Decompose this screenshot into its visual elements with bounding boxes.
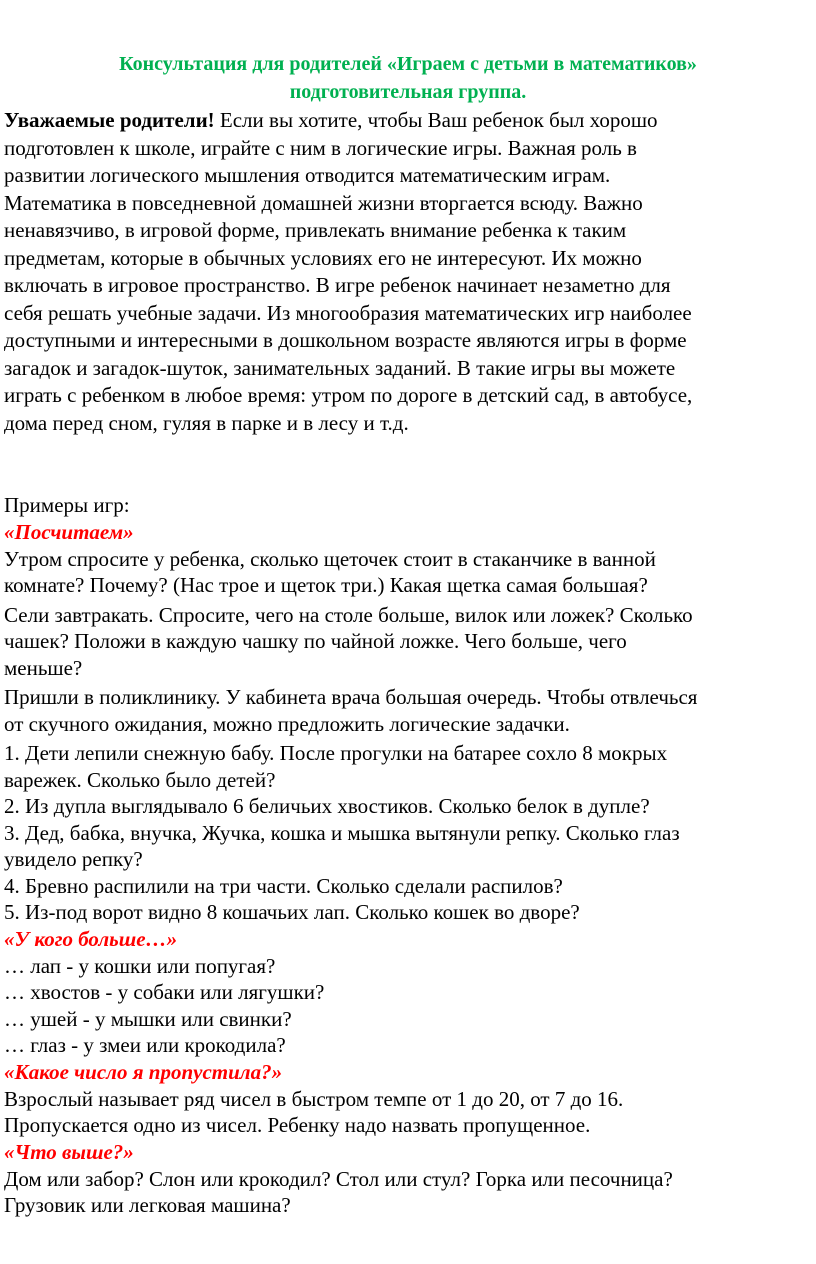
question-line: … хвостов - у собаки или лягушки? (4, 980, 325, 1004)
text-line: Грузовик или легковая машина? (4, 1193, 291, 1217)
text-line: меньше? (4, 655, 83, 680)
intro-line: включать в игровое пространство. В игре ребенок начинает незаметно для (4, 273, 671, 297)
text-line: Пришли в поликлинику. У кабинета врача большая очередь. Чтобы отвлечься (4, 685, 698, 709)
intro-line: развитии логического мышления отводится математическим играм. (4, 163, 611, 187)
text-line: чашек? Положи в каждую чашку по чайной ложке. Чего больше, чего (4, 629, 627, 653)
question-line: … лап - у кошки или попугая? (4, 953, 276, 978)
text-line: Взрослый называет ряд чисел в быстром темпе от 1 до 20, от 7 до 16. (4, 1086, 624, 1111)
game-heading-count: «Посчитаем» (4, 519, 134, 544)
intro-paragraph (4, 107, 812, 437)
text-line: Пропускается одно из чисел. Ребенку надо назвать пропущенное. (4, 1113, 591, 1137)
game-heading-who-has-more: «У кого больше…» (4, 926, 178, 951)
intro-line: предметам, которые в обычных условиях его не интересуют. Их можно (4, 245, 642, 270)
intro-line (4, 107, 812, 135)
intro-line: доступными и интересными в дошкольном возрасте являются игры в форме (4, 328, 687, 352)
task-line: увидело репку? (4, 847, 143, 871)
task-line: 5. Из-под ворот видно 8 кошачьих лап. Сколько кошек во дворе? (4, 900, 580, 924)
intro-line: себя решать учебные задачи. Из многообразия математических игр наиболее (4, 300, 692, 325)
intro-line-text: Если вы хотите, чтобы Ваш ребенок был хорошо (214, 108, 658, 132)
intro-line: ненавязчиво, в игровой форме, привлекать внимание ребенка к таким (4, 218, 627, 242)
document-title (0, 50, 816, 106)
title-line-2: подготовительная группа. (289, 81, 527, 103)
task-line: 2. Из дупла выглядывало 6 беличьих хвостиков. Сколько белок в дупле? (4, 794, 650, 818)
task-line: варежек. Сколько было детей? (4, 767, 276, 792)
text-line: комнате? Почему? (Нас трое и щеток три.) Какая щетка самая большая? (4, 573, 648, 597)
greeting: Уважаемые родители! (4, 108, 215, 132)
task-line: 1. Дети лепили снежную бабу. После прогулки на батарее сохло 8 мокрых (4, 741, 668, 765)
examples-section (4, 492, 812, 1219)
intro-line: подготовлен к школе, играйте с ним в логические игры. Важная роль в (4, 135, 637, 160)
intro-line: Математика в повседневной домашней жизни вторгается всюду. Важно (4, 190, 643, 215)
intro-line: играть с ребенком в любое время: утром по дороге в детский сад, в автобусе, (4, 383, 693, 407)
examples-label: Примеры игр: (4, 493, 130, 517)
game-heading-missing-number: «Какое число я пропустила?» (4, 1059, 283, 1084)
text-line: Утром спросите у ребенка, сколько щеточек стоит в стаканчике в ванной (4, 546, 656, 571)
game-heading-what-is-higher: «Что выше?» (4, 1139, 134, 1164)
task-line: 4. Бревно распилили на три части. Сколько сделали распилов? (4, 873, 563, 898)
text-line: Сели завтракать. Спросите, чего на столе больше, вилок или ложек? Сколько (4, 602, 693, 627)
question-line: … глаз - у змеи или крокодила? (4, 1033, 286, 1057)
task-line: 3. Дед, бабка, внучка, Жучка, кошка и мышка вытянули репку. Сколько глаз (4, 820, 680, 845)
intro-line: дома перед сном, гуляя в парке и в лесу и т.д. (4, 410, 409, 435)
text-line: от скучного ожидания, можно предложить логические задачки. (4, 711, 570, 736)
title-line-1: Консультация для родителей «Играем с детьми в математиков» (119, 53, 697, 75)
text-line: Дом или забор? Слон или крокодил? Стол или стул? Горка или песочница? (4, 1166, 673, 1191)
question-line: … ушей - у мышки или свинки? (4, 1006, 292, 1031)
intro-line: загадок и загадок-шуток, занимательных заданий. В такие игры вы можете (4, 355, 676, 380)
